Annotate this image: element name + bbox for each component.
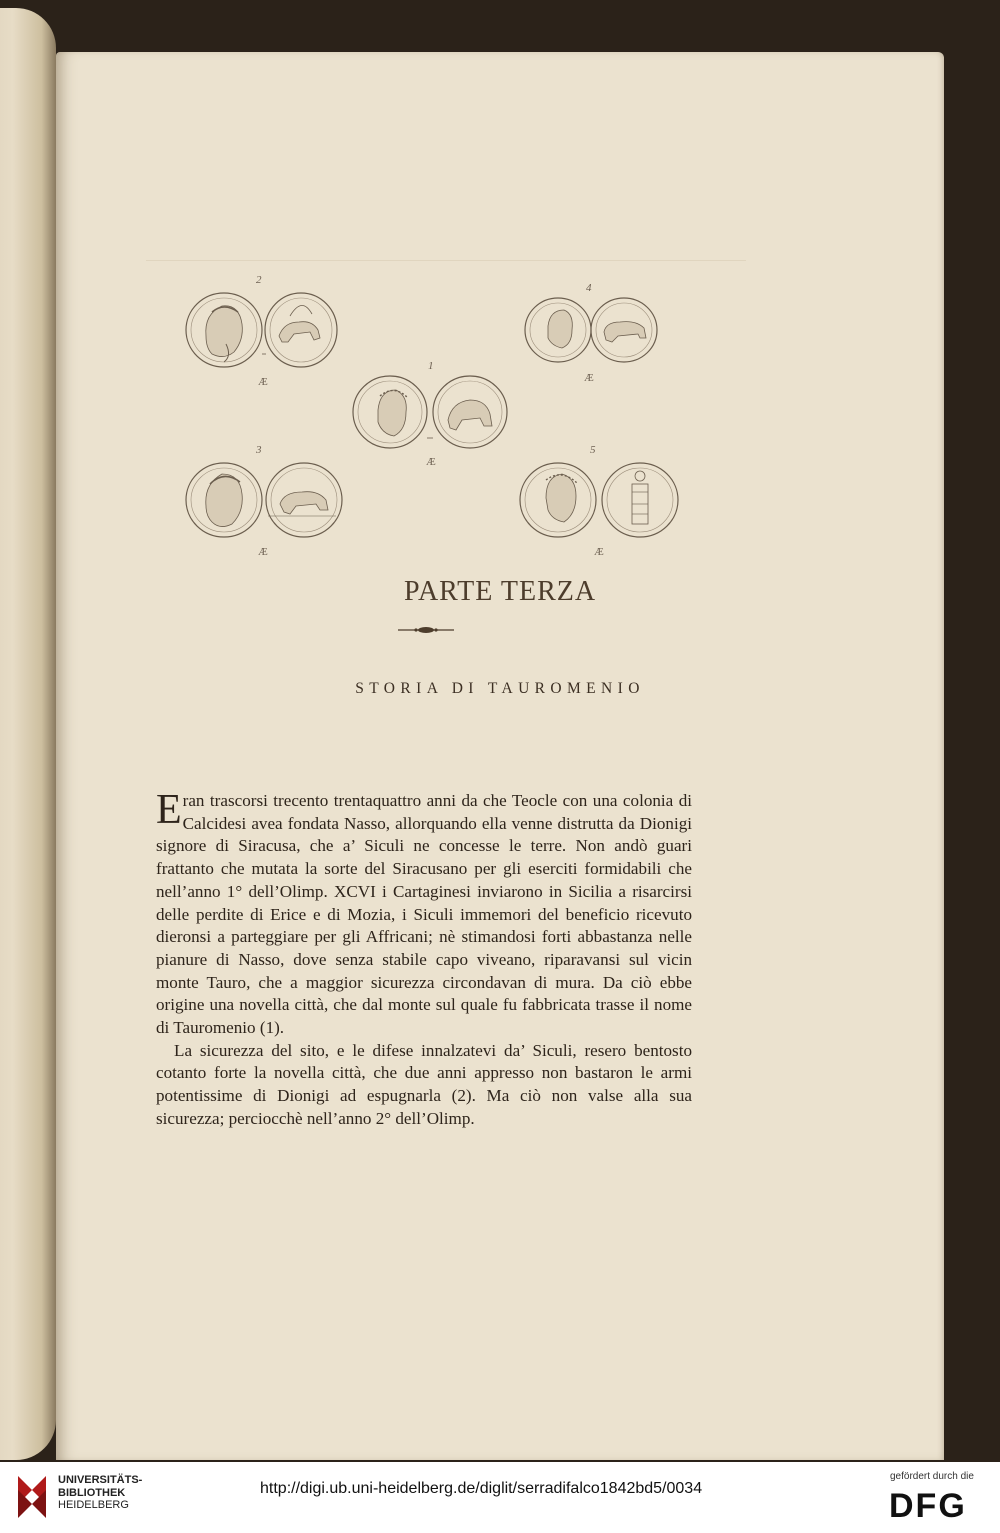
dfg-logo: DFG xyxy=(889,1487,967,1525)
coin-figure-1 xyxy=(350,360,510,468)
coin-metal-label: Æ xyxy=(258,546,268,558)
coin-figure-5 xyxy=(518,444,682,558)
funding-note: gefördert durch die xyxy=(890,1471,974,1482)
coin-figure-4 xyxy=(522,282,662,384)
drop-cap: E xyxy=(156,787,182,833)
coin-metal-label: Æ xyxy=(426,456,436,468)
coin-number: 1 xyxy=(428,360,434,372)
coin-metal-label: Æ xyxy=(258,376,268,388)
body-text xyxy=(156,787,692,1131)
paragraph-1 xyxy=(156,787,692,1040)
coin-figure-3 xyxy=(184,444,346,558)
library-name-line: UNIVERSITÄTS- xyxy=(58,1474,143,1486)
coin-number: 2 xyxy=(256,274,262,286)
coin-number: 3 xyxy=(256,444,262,456)
coin-number: 4 xyxy=(586,282,592,294)
chapter-subtitle: STORIA DI TAUROMENIO xyxy=(355,680,645,697)
university-library-logo-icon xyxy=(12,1472,52,1518)
coin-metal-label: Æ xyxy=(594,546,604,558)
coin-1-illustration xyxy=(350,360,510,456)
coin-metal-label: Æ xyxy=(584,372,594,384)
coin-3-illustration xyxy=(184,444,346,544)
coin-5-illustration xyxy=(518,444,682,544)
coin-4-illustration xyxy=(522,282,662,372)
paragraph-2: La sicurezza del sito, e le difese innalzatevi da’ Siculi, resero bentosto cotanto forte la novella città, che due anni appresso non bastaron le armi potentissime di Dionigi ad espugnarla (2). Ma ciò non valse alla sua sicurezza; perciocchè nell’anno 2° dell’Olimp. xyxy=(156,1040,692,1128)
facing-page-edge xyxy=(0,8,56,1460)
library-name xyxy=(58,1474,142,1512)
ornament-divider xyxy=(396,624,456,636)
coin-number: 5 xyxy=(590,444,596,456)
section-title: PARTE TERZA xyxy=(403,576,597,607)
library-name-line: BIBLIOTHEK xyxy=(58,1486,126,1499)
plate-mark xyxy=(146,260,746,261)
coin-figure-2 xyxy=(184,274,344,388)
permalink-url[interactable]: http://digi.ub.uni-heidelberg.de/diglit/serradifalco1842bd5/0034 xyxy=(260,1480,703,1497)
book-page xyxy=(56,52,944,1460)
paragraph-1-text: ran trascorsi trecento trentaquattro anni da che Teocle con una colonia di Calcidesi avea fondata Nasso, allorquando ella venne distrutta da Dionigi signore di Siracusa, che a’ Siculi ne concesse le terre. Non andò guari frattanto che mutata la sorte del Siracusano per gli eserciti formidabili che nell’anno 1° dell’Olimp. XCVI i Cartaginesi inviarono in Sicilia a risarcirsi delle perdite di Erice e di Mozia, i Siculi immemori del beneficio ricevuto dieronsi a parteggiare per gli Affricani; nè stimandosi forti abbastanza nelle pianure di Nasso, dove senza stabile capo viveano, riparavansi sul vicin monte Tauro, che a maggior sicurezza circondavan di mura. Da ciò ebbe origine una novella città, che dal monte sul quale fu fabbricata trasse il nome di Tauromenio (1). xyxy=(156,791,692,1038)
coin-2-illustration xyxy=(184,274,344,374)
digitization-footer xyxy=(0,1462,1000,1533)
library-name-line: HEIDELBERG xyxy=(58,1499,129,1511)
